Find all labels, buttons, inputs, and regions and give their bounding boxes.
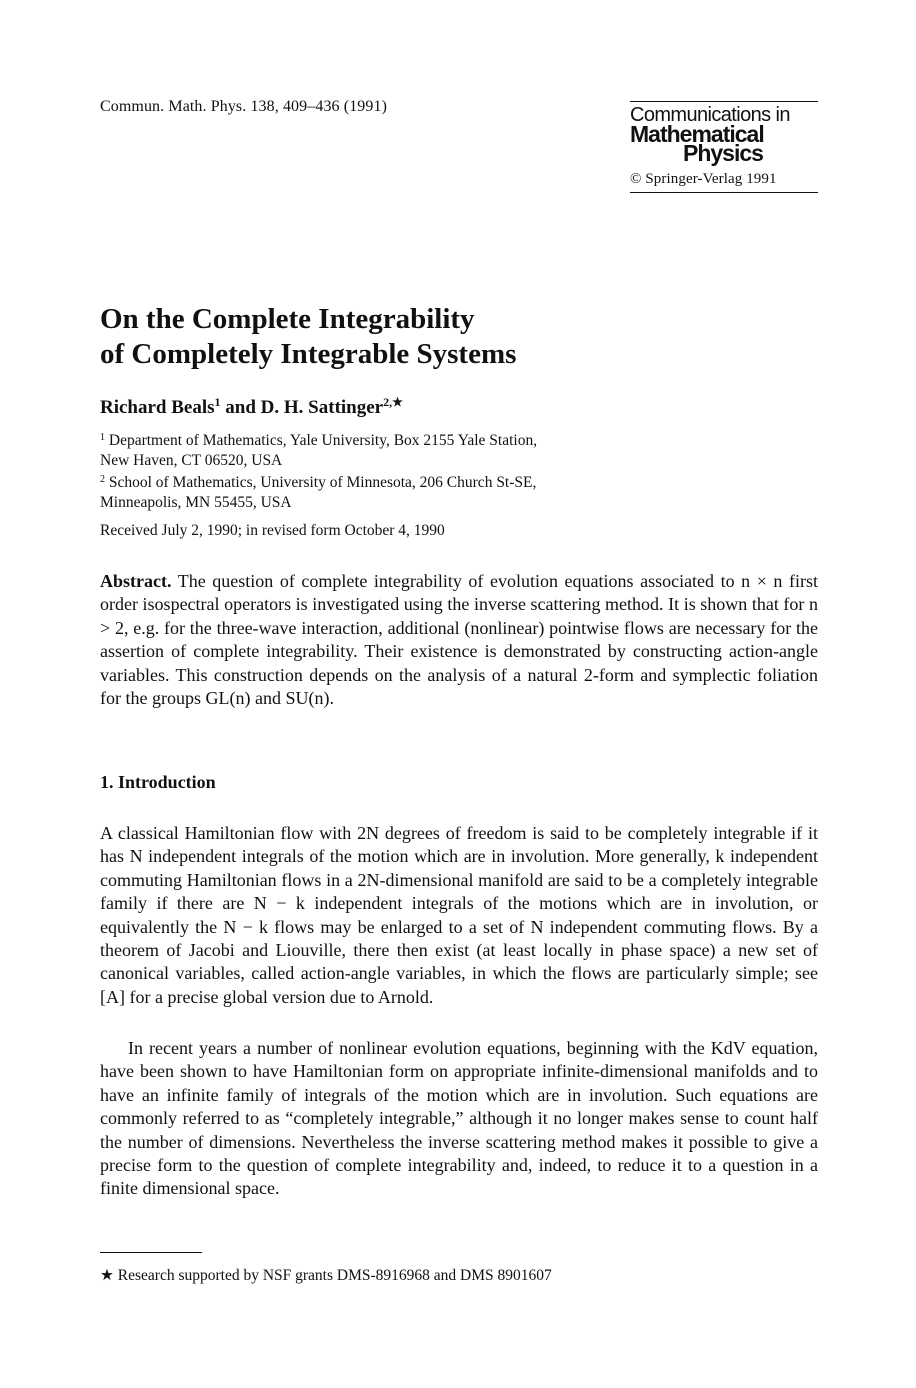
author-2-affil-mark: 2,★ [383, 395, 403, 409]
journal-logo [630, 101, 818, 193]
footnote: ★ Research supported by NSF grants DMS-8916968 and DMS 8901607 [100, 1267, 552, 1284]
intro-paragraph-1: A classical Hamiltonian flow with 2N degrees of freedom is said to be completely integrable if it has N independent integrals of the motion which are in involution. More generally, k independent commuting Hamiltonian flows in a 2N-dimensional manifold are said to be a completely integrable family if there are N − k independent integrals of the motions which are in involution, or equivalently the N − k flows may be enlarged to a set of N independent commuting flows. By a theorem of Jacobi and Liouville, there then exist (at least locally in phase space) a new set of canonical variables, called action-angle variables, in which the flows are particularly simple; see [A] for a precise global version due to Arnold. [100, 823, 818, 1007]
paper-title [100, 302, 516, 372]
journal-name-line1: Communications in [630, 104, 790, 126]
journal-name-line2: Mathematical [630, 121, 764, 147]
affiliations [100, 428, 537, 512]
author-2: D. H. Sattinger [260, 397, 384, 418]
received-dates: Received July 2, 1990; in revised form October 4, 1990 [100, 522, 445, 539]
affil-2-number: 2 [100, 474, 105, 485]
abstract-text: The question of complete integrability of evolution equations associated to n × n first order isospectral operators is investigated using the inverse scattering method. It is shown that for n > 2, e.g. for the three-wave interaction, additional (nonlinear) pointwise flows are necessary for the assertion of complete integrability. Their existence is demonstrated by constructing action-angle variables. This construction depends on the analysis of a natural 2-form and symplectic foliation for the groups GL(n) and SU(n). [100, 571, 818, 709]
journal-citation: Commun. Math. Phys. 138, 409–436 (1991) [100, 98, 388, 115]
copyright-notice: © Springer-Verlag 1991 [630, 171, 777, 187]
affil-2-line-1: School of Mathematics, University of Minnesota, 206 Church St-SE, [108, 474, 537, 491]
journal-name-line3: Physics [683, 140, 763, 166]
affil-1-line-2: New Haven, CT 06520, USA [100, 451, 283, 469]
abstract [100, 570, 818, 710]
affil-1-line-1: Department of Mathematics, Yale University, Box 2155 Yale Station, [108, 432, 538, 449]
author-1: Richard Beals [100, 397, 215, 418]
title-line-2: of Completely Integrable Systems [100, 338, 517, 370]
title-line-1: On the Complete Integrability [100, 303, 475, 335]
abstract-label: Abstract. [100, 571, 172, 591]
star-icon: ★ [392, 395, 403, 409]
author-1-affil-mark: 1 [214, 395, 221, 409]
affil-2-line-2: Minneapolis, MN 55455, USA [100, 493, 292, 511]
affil-1-number: 1 [100, 432, 105, 443]
author-list [100, 395, 403, 419]
intro-paragraph-2: In recent years a number of nonlinear evolution equations, beginning with the KdV equation, have been shown to have Hamiltonian form on appropriate infinite-dimensional manifolds and to have an infinite family of integrals of the motion which are in involution. Such equations are commonly referred to as “completely integrable,” although it no longer makes sense to count half the number of dimensions. Nevertheless the inverse scattering method makes it possible to give a precise form to the question of complete integrability and, indeed, to reduce it to a question in a finite dimensional space. [100, 1038, 818, 1199]
author-separator: and [220, 397, 261, 418]
section-heading-introduction: 1. Introduction [100, 772, 216, 792]
footnote-divider [100, 1252, 202, 1253]
